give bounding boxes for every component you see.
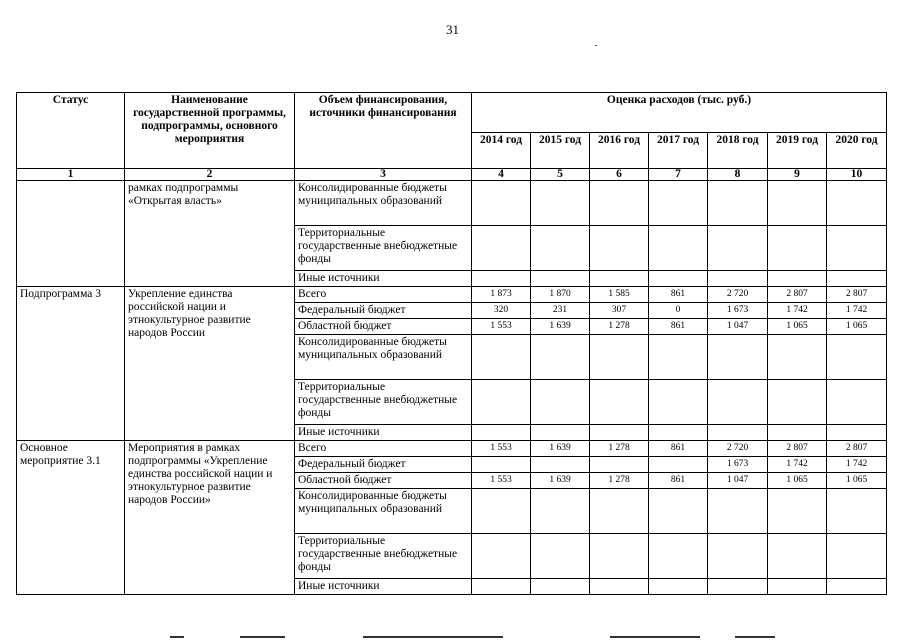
value-cell: 307	[590, 303, 649, 319]
value-cell	[649, 579, 708, 595]
value-cell	[531, 380, 590, 425]
value-cell: 1 639	[531, 473, 590, 489]
header-year: 2016 год	[590, 133, 649, 169]
status-cell: Основное мероприятие 3.1	[17, 441, 125, 595]
value-cell: 861	[649, 287, 708, 303]
value-cell: 1 553	[472, 319, 531, 335]
column-number: 10	[827, 169, 887, 181]
value-cell	[708, 579, 768, 595]
value-cell	[590, 226, 649, 271]
header-year: 2018 год	[708, 133, 768, 169]
value-cell	[649, 181, 708, 226]
column-number: 2	[125, 169, 295, 181]
value-cell	[768, 181, 827, 226]
value-cell	[472, 457, 531, 473]
value-cell: 1 065	[768, 319, 827, 335]
value-cell	[649, 534, 708, 579]
value-cell: 2 807	[827, 441, 887, 457]
value-cell	[768, 226, 827, 271]
status-cell: Подпрограмма 3	[17, 287, 125, 441]
value-cell	[649, 425, 708, 441]
value-cell: 1 278	[590, 319, 649, 335]
value-cell: 1 047	[708, 473, 768, 489]
funding-source-cell: Консолидированные бюджеты муниципальных образований	[295, 181, 472, 226]
value-cell: 2 807	[827, 287, 887, 303]
funding-source-cell: Иные источники	[295, 579, 472, 595]
value-cell	[472, 489, 531, 534]
value-cell	[472, 579, 531, 595]
value-cell	[590, 380, 649, 425]
value-cell	[708, 380, 768, 425]
scan-bottom-edge	[0, 636, 905, 639]
program-name-cell: Мероприятия в рамках подпрограммы «Укрепление единства российской нации и этнокультурное развитие народов России»	[125, 441, 295, 595]
funding-source-cell: Областной бюджет	[295, 319, 472, 335]
value-cell: 1 742	[827, 457, 887, 473]
header-funding: Объем финансирования, источники финансирования	[295, 93, 472, 169]
value-cell	[472, 380, 531, 425]
value-cell	[649, 380, 708, 425]
value-cell	[708, 335, 768, 380]
value-cell	[827, 534, 887, 579]
value-cell: 1 065	[827, 473, 887, 489]
table-row	[17, 181, 887, 226]
value-cell	[531, 457, 590, 473]
value-cell	[590, 489, 649, 534]
value-cell	[472, 226, 531, 271]
value-cell	[649, 335, 708, 380]
value-cell: 320	[472, 303, 531, 319]
value-cell: 1 742	[768, 457, 827, 473]
value-cell	[531, 579, 590, 595]
value-cell: 1 278	[590, 441, 649, 457]
value-cell	[768, 489, 827, 534]
funding-source-cell: Территориальные государственные внебюджетные фонды	[295, 380, 472, 425]
value-cell	[531, 226, 590, 271]
header-year: 2017 год	[649, 133, 708, 169]
value-cell: 1 639	[531, 441, 590, 457]
value-cell: 1 553	[472, 473, 531, 489]
column-number: 3	[295, 169, 472, 181]
value-cell: 2 807	[768, 287, 827, 303]
value-cell: 861	[649, 473, 708, 489]
value-cell	[531, 489, 590, 534]
page-number: 31	[446, 22, 459, 37]
column-number: 8	[708, 169, 768, 181]
header-estimate: Оценка расходов (тыс. руб.)	[472, 93, 887, 133]
program-name-cell: рамках подпрограммы «Открытая власть»	[125, 181, 295, 287]
value-cell: 1 673	[708, 303, 768, 319]
value-cell	[472, 425, 531, 441]
value-cell	[827, 271, 887, 287]
funding-source-cell: Всего	[295, 441, 472, 457]
value-cell: 1 065	[768, 473, 827, 489]
value-cell	[708, 181, 768, 226]
status-cell	[17, 181, 125, 287]
value-cell	[590, 335, 649, 380]
value-cell	[768, 271, 827, 287]
value-cell	[708, 489, 768, 534]
value-cell	[531, 534, 590, 579]
scan-speck	[595, 45, 597, 46]
header-year: 2020 год	[827, 133, 887, 169]
value-cell	[531, 271, 590, 287]
value-cell	[531, 181, 590, 226]
value-cell: 1 278	[590, 473, 649, 489]
funding-source-cell: Территориальные государственные внебюджетные фонды	[295, 534, 472, 579]
table-body	[17, 181, 887, 595]
value-cell	[472, 271, 531, 287]
value-cell	[649, 226, 708, 271]
funding-source-cell: Консолидированные бюджеты муниципальных образований	[295, 489, 472, 534]
value-cell: 1 873	[472, 287, 531, 303]
value-cell	[827, 380, 887, 425]
value-cell: 0	[649, 303, 708, 319]
header-status: Статус	[17, 93, 125, 169]
value-cell: 1 742	[827, 303, 887, 319]
value-cell	[708, 271, 768, 287]
value-cell	[472, 534, 531, 579]
value-cell	[472, 335, 531, 380]
value-cell	[649, 457, 708, 473]
value-cell	[531, 425, 590, 441]
column-number-row	[17, 169, 887, 181]
column-number: 7	[649, 169, 708, 181]
funding-source-cell: Территориальные государственные внебюджетные фонды	[295, 226, 472, 271]
value-cell: 861	[649, 441, 708, 457]
table-row	[17, 287, 887, 303]
value-cell: 861	[649, 319, 708, 335]
value-cell	[768, 579, 827, 595]
value-cell	[531, 335, 590, 380]
value-cell	[827, 226, 887, 271]
program-name-cell: Укрепление единства российской нации и этнокультурное развитие народов России	[125, 287, 295, 441]
column-number: 5	[531, 169, 590, 181]
column-number: 6	[590, 169, 649, 181]
value-cell	[768, 425, 827, 441]
value-cell	[708, 534, 768, 579]
header-year: 2019 год	[768, 133, 827, 169]
funding-source-cell: Иные источники	[295, 271, 472, 287]
funding-source-cell: Консолидированные бюджеты муниципальных образований	[295, 335, 472, 380]
funding-table	[16, 92, 887, 595]
value-cell	[649, 271, 708, 287]
value-cell	[827, 425, 887, 441]
value-cell	[590, 457, 649, 473]
value-cell: 2 720	[708, 287, 768, 303]
column-number: 4	[472, 169, 531, 181]
value-cell: 231	[531, 303, 590, 319]
value-cell	[590, 181, 649, 226]
value-cell	[708, 425, 768, 441]
value-cell	[708, 226, 768, 271]
funding-source-cell: Федеральный бюджет	[295, 303, 472, 319]
value-cell	[768, 534, 827, 579]
value-cell	[590, 579, 649, 595]
value-cell	[590, 425, 649, 441]
value-cell	[827, 335, 887, 380]
value-cell: 2 720	[708, 441, 768, 457]
value-cell	[827, 181, 887, 226]
value-cell: 1 065	[827, 319, 887, 335]
value-cell	[590, 534, 649, 579]
value-cell	[590, 271, 649, 287]
value-cell: 1 639	[531, 319, 590, 335]
value-cell	[768, 380, 827, 425]
column-number: 9	[768, 169, 827, 181]
funding-source-cell: Федеральный бюджет	[295, 457, 472, 473]
funding-source-cell: Всего	[295, 287, 472, 303]
funding-source-cell: Иные источники	[295, 425, 472, 441]
funding-source-cell: Областной бюджет	[295, 473, 472, 489]
value-cell: 1 047	[708, 319, 768, 335]
value-cell	[827, 579, 887, 595]
value-cell: 1 673	[708, 457, 768, 473]
column-number: 1	[17, 169, 125, 181]
value-cell: 1 585	[590, 287, 649, 303]
value-cell: 1 870	[531, 287, 590, 303]
value-cell: 1 742	[768, 303, 827, 319]
header-name: Наименование государственной программы, подпрограммы, основного мероприятия	[125, 93, 295, 169]
value-cell	[649, 489, 708, 534]
value-cell: 2 807	[768, 441, 827, 457]
value-cell	[827, 489, 887, 534]
value-cell: 1 553	[472, 441, 531, 457]
value-cell	[768, 335, 827, 380]
header-year: 2015 год	[531, 133, 590, 169]
header-year: 2014 год	[472, 133, 531, 169]
table-row	[17, 441, 887, 457]
value-cell	[472, 181, 531, 226]
